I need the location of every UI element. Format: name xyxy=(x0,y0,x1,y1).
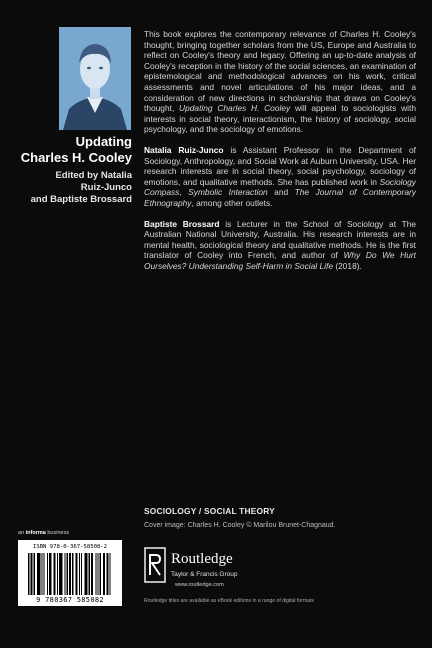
barcode-bar xyxy=(108,553,109,595)
publisher-url[interactable]: www.routledge.com xyxy=(175,582,224,588)
routledge-logo-icon xyxy=(144,547,166,583)
barcode-bar xyxy=(92,553,93,595)
barcode-bar xyxy=(47,553,48,595)
barcode-bar xyxy=(107,553,108,595)
publisher-group: Taylor & Francis Group xyxy=(171,571,238,578)
barcode-number: 9 780367 585082 xyxy=(36,596,104,604)
barcode-bar xyxy=(72,553,74,595)
barcode-bar xyxy=(86,553,87,595)
barcode-bar xyxy=(76,553,77,595)
editors xyxy=(20,170,132,206)
title-line-2: Charles H. Cooley xyxy=(20,150,132,165)
barcode-bar xyxy=(89,553,91,595)
barcode-bar xyxy=(91,553,92,595)
barcode-bar xyxy=(59,553,60,595)
barcode-bar xyxy=(65,553,66,595)
barcode-bar xyxy=(61,553,63,595)
barcode-bar xyxy=(34,553,36,595)
editor-bio-ruiz-junco: Natalia Ruiz-Junco is Assistant Professor in the Department of Sociology, Anthropology, and Social Work at Auburn University, USA. Her research interests are in social theory, social psychology, sociology of emotions, and qualitative methods. She has published work in Sociology Compass, Symbolic Interaction and The Journal of Contemporary Ethnography, among other outlets. xyxy=(144,144,417,208)
barcode-bar xyxy=(55,553,56,595)
barcode-bar xyxy=(104,553,105,595)
barcode-bar xyxy=(42,553,43,595)
book-title-italic: Updating Charles H. Cooley xyxy=(179,103,291,114)
editors-line-3: and Baptiste Brossard xyxy=(30,194,132,205)
barcode-bar xyxy=(50,553,52,595)
barcode-bar xyxy=(110,553,111,595)
book-title xyxy=(20,134,132,166)
barcode-bar xyxy=(28,553,30,595)
barcode-bar xyxy=(103,553,104,595)
barcode-bar xyxy=(32,553,33,595)
barcode-bar xyxy=(70,553,71,595)
subject-category: SOCIOLOGY / SOCIAL THEORY xyxy=(144,506,275,516)
barcode-bar xyxy=(79,553,80,595)
cover-portrait xyxy=(59,27,131,130)
barcode-bar xyxy=(31,553,32,595)
isbn-text: ISBN 978-0-367-58508-2 xyxy=(32,544,108,550)
barcode-bar xyxy=(69,553,70,595)
title-line-1: Updating xyxy=(75,134,132,149)
barcode-bar xyxy=(81,553,82,595)
barcode-bar xyxy=(44,553,45,595)
back-cover-copy xyxy=(144,29,416,281)
barcode-bar xyxy=(57,553,58,595)
barcode-bar xyxy=(98,553,99,595)
barcode-bar xyxy=(54,553,55,595)
barcode-bar xyxy=(77,553,78,595)
barcode-bar xyxy=(96,553,97,595)
editor-bio-brossard: Baptiste Brossard is Lecturer in the School of Sociology at The Australian National University, Australia. His research interests are in mental health, sociological theory and qualitative methods. He is the first translator of Cooley into French, and author of Why Do We Hurt Ourselves? Understanding Self-Harm in Social Life (2018). xyxy=(144,218,417,271)
barcode-bar xyxy=(37,553,38,595)
editors-line-2: Ruiz-Junco xyxy=(80,182,132,193)
editor-name: Natalia Ruiz-Junco xyxy=(144,144,224,155)
informa-business-label: an informa business xyxy=(18,530,70,536)
publisher-name: Routledge xyxy=(171,551,233,567)
barcode-bar xyxy=(39,553,41,595)
ebook-note: Routledge titles are available as eBook editions in a range of digital formats xyxy=(144,598,314,604)
barcode-bar xyxy=(87,553,88,595)
barcode-bar xyxy=(100,553,102,595)
barcode-bar xyxy=(49,553,50,595)
barcode-bar xyxy=(60,553,61,595)
editors-line-1: Edited by Natalia xyxy=(55,170,132,181)
barcode-bars xyxy=(28,553,112,595)
cover-credit: Cover image: Charles H. Cooley © Marilou Brunet-Chagnaud. xyxy=(144,522,336,529)
blurb-paragraph: This book explores the contemporary relevance of Charles H. Cooley's thought, bringing together scholars from the US, Europe and Australia to reflect on Cooley's theory and legacy. Offering an up-to-date analysis of Cooley's reception in the history of the social sciences, an examination of epistemological and methodological advances on his work, critical assessments and novel articulations of his major ideas, and a consideration of new directions in scholarship that draws on Cooley's thought, Updating Charles H. Cooley will appeal to sociologists with interests in social theory, interactionism, the history of sociology, social psychology, and the sociology of emotions. xyxy=(144,29,416,135)
barcode-bar xyxy=(67,553,69,595)
barcode-bar xyxy=(38,553,39,595)
editor-name: Baptiste Brossard xyxy=(144,218,220,229)
barcode-bar xyxy=(85,553,86,595)
isbn-barcode xyxy=(18,540,122,606)
